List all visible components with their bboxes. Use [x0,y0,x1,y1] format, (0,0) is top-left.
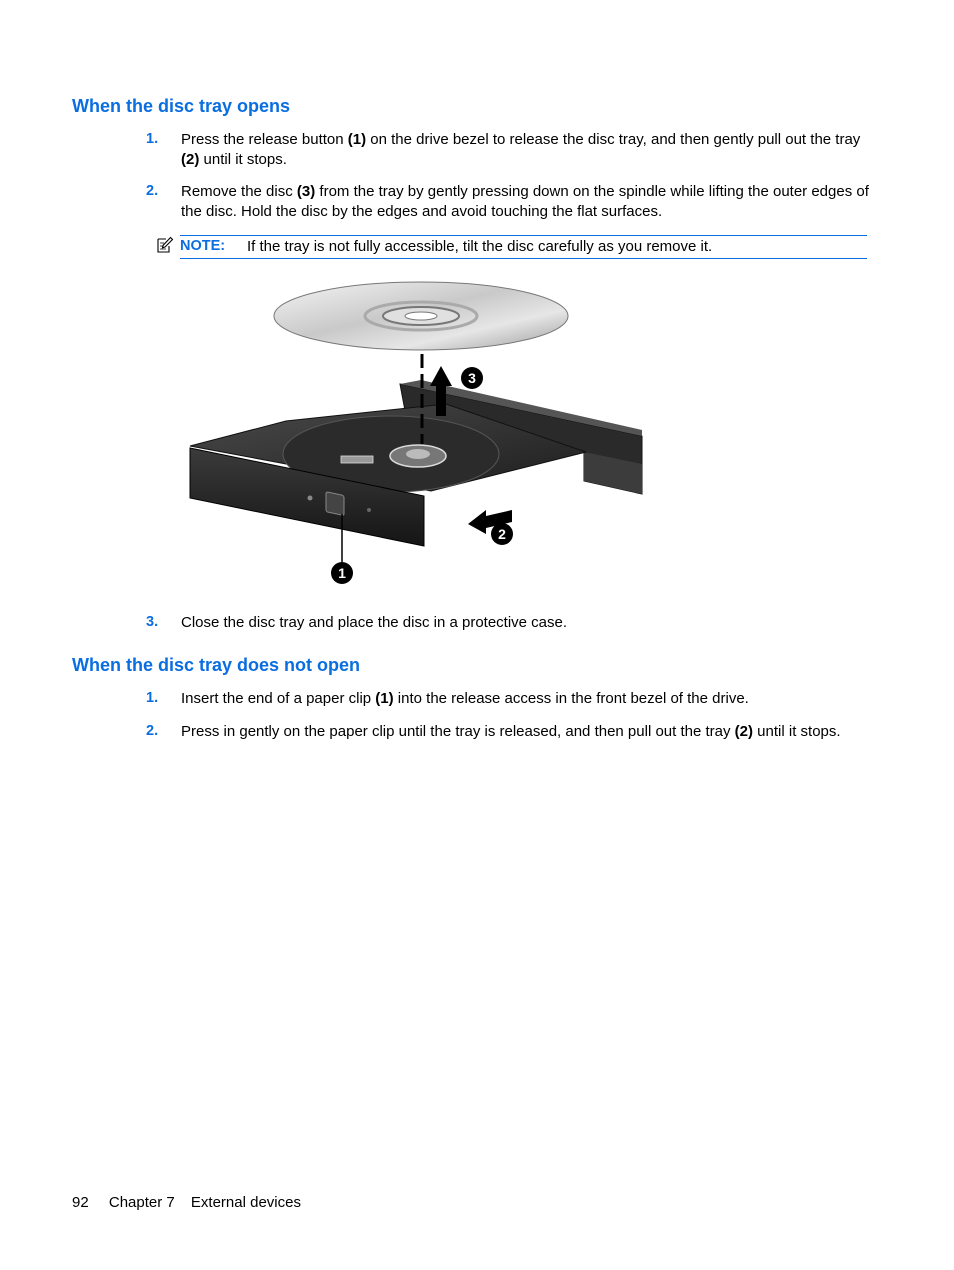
note-text: If the tray is not fully accessible, tilt the disc carefully as you remove it. [247,238,713,255]
chapter-label: Chapter 7 [108,1194,175,1211]
step-text: Press in gently on the paper clip until the tray is released, and then pull out the tray (2) until it stops. [181,723,841,740]
callout-2-label: 2 [498,526,506,542]
disc [274,282,568,350]
page-number: 92 [72,1194,89,1211]
chapter-title: External devices [190,1194,301,1211]
step-number: 1. [146,690,159,706]
step-text: Press the release button (1) on the drive bezel to release the disc tray, and then gently pull out the tray (2) until it stops. [181,131,861,168]
page-footer [72,1193,301,1213]
callout-1-label: 1 [338,565,346,581]
disc-tray-illustration [186,276,648,592]
section-heading-tray-does-not-open: When the disc tray does not open [72,655,361,675]
callout-3-label: 3 [468,370,476,386]
callout-1 [331,562,353,584]
section-heading-tray-opens: When the disc tray opens [72,96,291,116]
step-number: 2. [146,183,159,199]
step-number: 1. [146,131,159,147]
callout-3 [461,367,483,389]
note-box [180,235,867,259]
note-label: NOTE: [180,238,226,254]
step-text: Close the disc tray and place the disc in a protective case. [181,614,568,631]
callout-2 [491,523,513,545]
step-number: 2. [146,723,159,739]
step-text: Remove the disc (3) from the tray by gently pressing down on the spindle while lifting the outer edges of the disc. Hold the disc by the edges and avoid touching the flat surfaces. [181,183,869,220]
step-number: 3. [146,614,159,630]
note-pencil-icon [156,236,174,254]
step-text: Insert the end of a paper clip (1) into the release access in the front bezel of the drive. [181,690,749,707]
